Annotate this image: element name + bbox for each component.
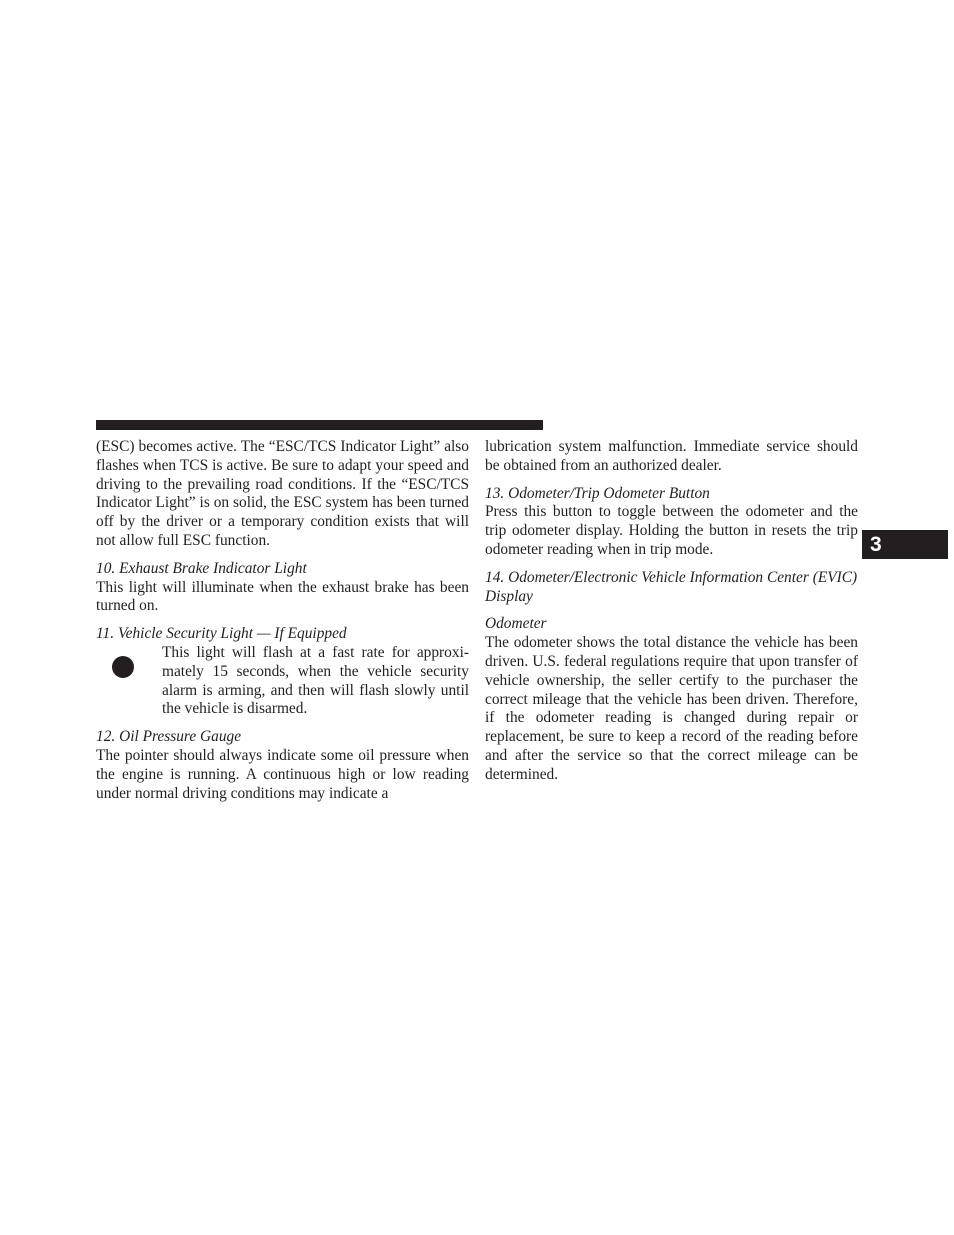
vehicle-security-block xyxy=(96,644,469,719)
oil-pressure-heading: 12. Oil Pressure Gauge xyxy=(96,728,242,746)
odometer-paragraph: The odometer shows the total distance the vehicle has been driven. U.S. federal regulations require that upon transfer of vehicle ownership, the seller certify to the purchaser the correct mileage that the vehicle has been driven. Therefore, if the odometer reading is changed during repair or replacement, be sure to keep a record of the reading before and after the service so that the correct mileage can be determined. xyxy=(485,634,858,783)
chapter-tab xyxy=(862,530,948,559)
chapter-number: 3 xyxy=(870,533,882,556)
oil-pressure-paragraph: The pointer should always indicate some oil pressure when the engine is running. A continuous high or low reading under normal driving conditions may indicate a xyxy=(96,746,469,802)
evic-display-heading: 14. Odometer/Electronic Vehicle Information Center (EVIC) Display xyxy=(485,568,858,605)
vehicle-security-light-icon xyxy=(112,656,134,678)
exhaust-brake-heading: 10. Exhaust Brake Indicator Light xyxy=(96,559,307,577)
odometer-button-paragraph: Press this button to toggle between the odometer and the trip odometer display. Holding the button in resets the trip odometer reading when in trip mode. xyxy=(485,503,858,558)
exhaust-brake-paragraph: This light will illuminate when the exhaust brake has been turned on. xyxy=(96,578,469,615)
vehicle-security-paragraph: This light will flash at a fast rate for approximately 15 seconds, when the vehicle security alarm is arming, and then will flash slowly until the vehicle is disarmed. xyxy=(162,643,469,718)
vehicle-security-icon-slot xyxy=(96,644,162,700)
oil-pressure-continuation-paragraph: lubrication system malfunction. Immediate service should be obtained from an authorized dealer. xyxy=(485,438,858,474)
odometer-button-heading: 13. Odometer/Trip Odometer Button xyxy=(485,484,710,502)
esc-continuation-paragraph: (ESC) becomes active. The “ESC/TCS Indicator Light” also flashes when TCS is active. Be sure to adapt your speed and driving to the prevailing road conditions. If the “ESC/TCS Indicator Light” is on solid, the ESC system has been turned off by the driver or a temporary condition exists that will not allow full ESC function. xyxy=(96,438,469,549)
right-column xyxy=(485,438,858,785)
vehicle-security-heading: 11. Vehicle Security Light — If Equipped xyxy=(96,625,347,643)
left-column xyxy=(96,438,469,803)
odometer-subheading: Odometer xyxy=(485,615,547,633)
header-rule xyxy=(96,420,543,430)
